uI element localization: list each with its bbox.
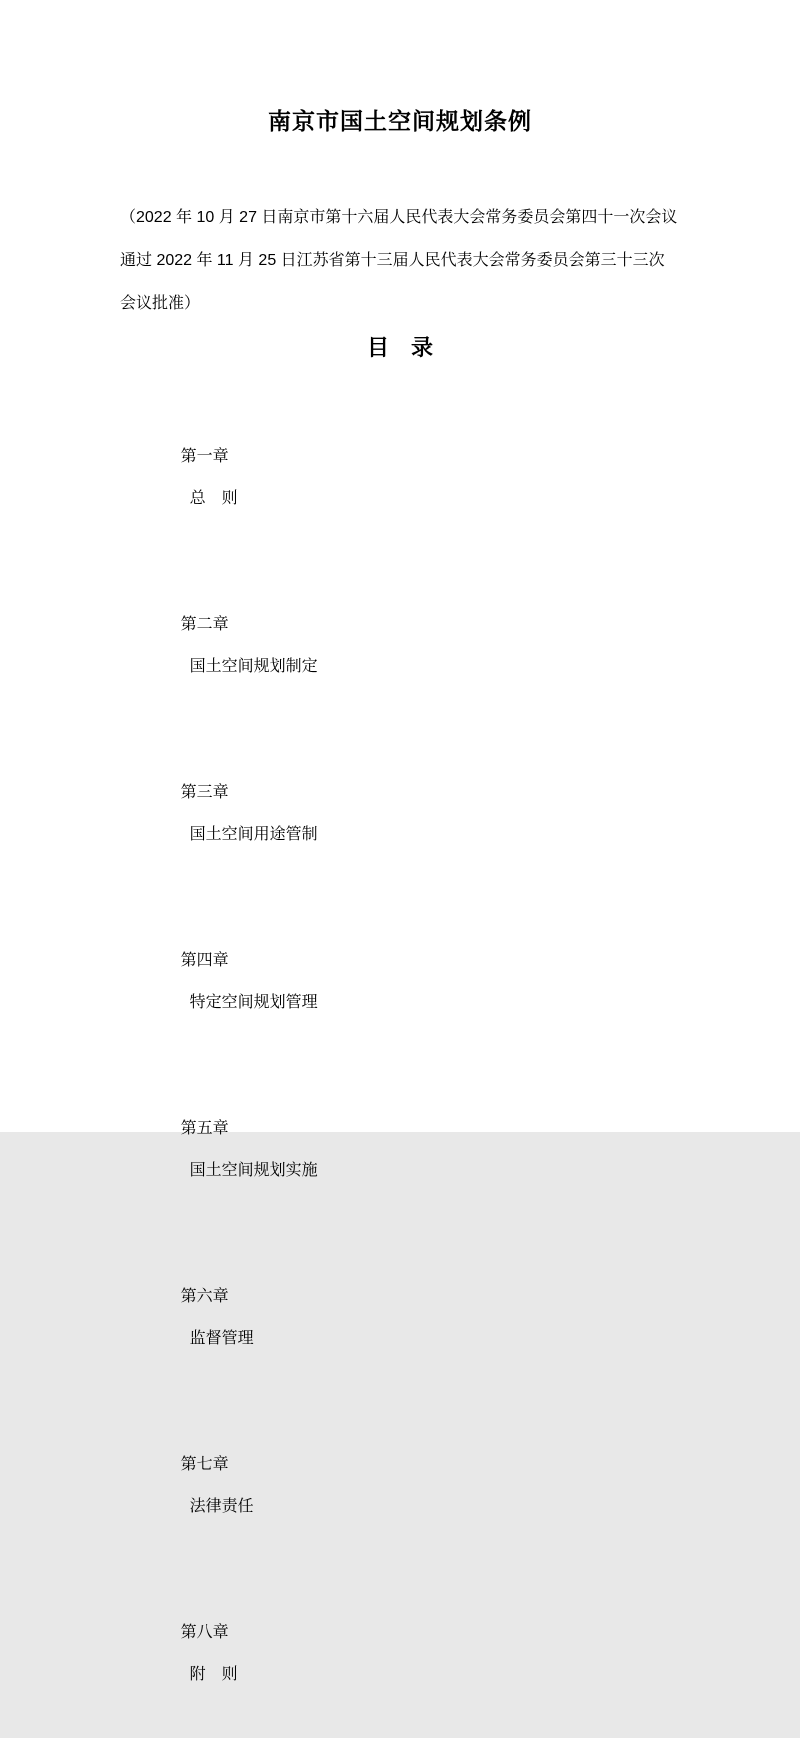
chapter-number: 第八章 bbox=[180, 1624, 229, 1641]
chapter-title: 特定空间规划管理 bbox=[189, 994, 318, 1011]
toc-item-chapter-2 bbox=[154, 562, 318, 730]
chapter-title: 法律责任 bbox=[189, 1498, 254, 1515]
toc-item-chapter-4 bbox=[154, 898, 318, 1066]
toc-item-chapter-3 bbox=[154, 730, 318, 898]
toc-item-chapter-5 bbox=[154, 1066, 318, 1234]
chapter-title: 附 则 bbox=[189, 1666, 238, 1683]
chapter-title: 监督管理 bbox=[189, 1330, 254, 1347]
chapter-number: 第五章 bbox=[180, 1120, 229, 1137]
chapter-number: 第七章 bbox=[180, 1456, 229, 1473]
chapter-title: 国土空间用途管制 bbox=[189, 826, 318, 843]
chapter-number: 第六章 bbox=[180, 1288, 229, 1305]
chapter-number: 第二章 bbox=[180, 616, 229, 633]
toc-heading: 目 录 bbox=[366, 335, 433, 360]
toc-item-chapter-8 bbox=[154, 1570, 318, 1738]
preamble-line-2: 通过 2022 年 11 月 25 日江苏省第十三届人民代表大会常务委员会第三十三次 bbox=[120, 252, 665, 269]
toc-item-chapter-1 bbox=[154, 394, 318, 562]
chapter-number: 第三章 bbox=[180, 784, 229, 801]
chapter-number: 第四章 bbox=[180, 952, 229, 969]
preamble-line-3: 会议批准） bbox=[120, 295, 201, 312]
toc-list bbox=[154, 394, 318, 1738]
chapter-title: 总 则 bbox=[189, 490, 238, 507]
toc-item-chapter-7 bbox=[154, 1402, 318, 1570]
chapter-number: 第一章 bbox=[180, 448, 229, 465]
preamble-line-1: （2022 年 10 月 27 日南京市第十六届人民代表大会常务委员会第四十一次会议 bbox=[120, 209, 678, 226]
chapter-title: 国土空间规划制定 bbox=[189, 658, 318, 675]
preamble-paragraph bbox=[120, 196, 680, 325]
document-title: 南京市国土空间规划条例 bbox=[268, 108, 532, 134]
toc-item-chapter-6 bbox=[154, 1234, 318, 1402]
chapter-title: 国土空间规划实施 bbox=[189, 1162, 318, 1179]
